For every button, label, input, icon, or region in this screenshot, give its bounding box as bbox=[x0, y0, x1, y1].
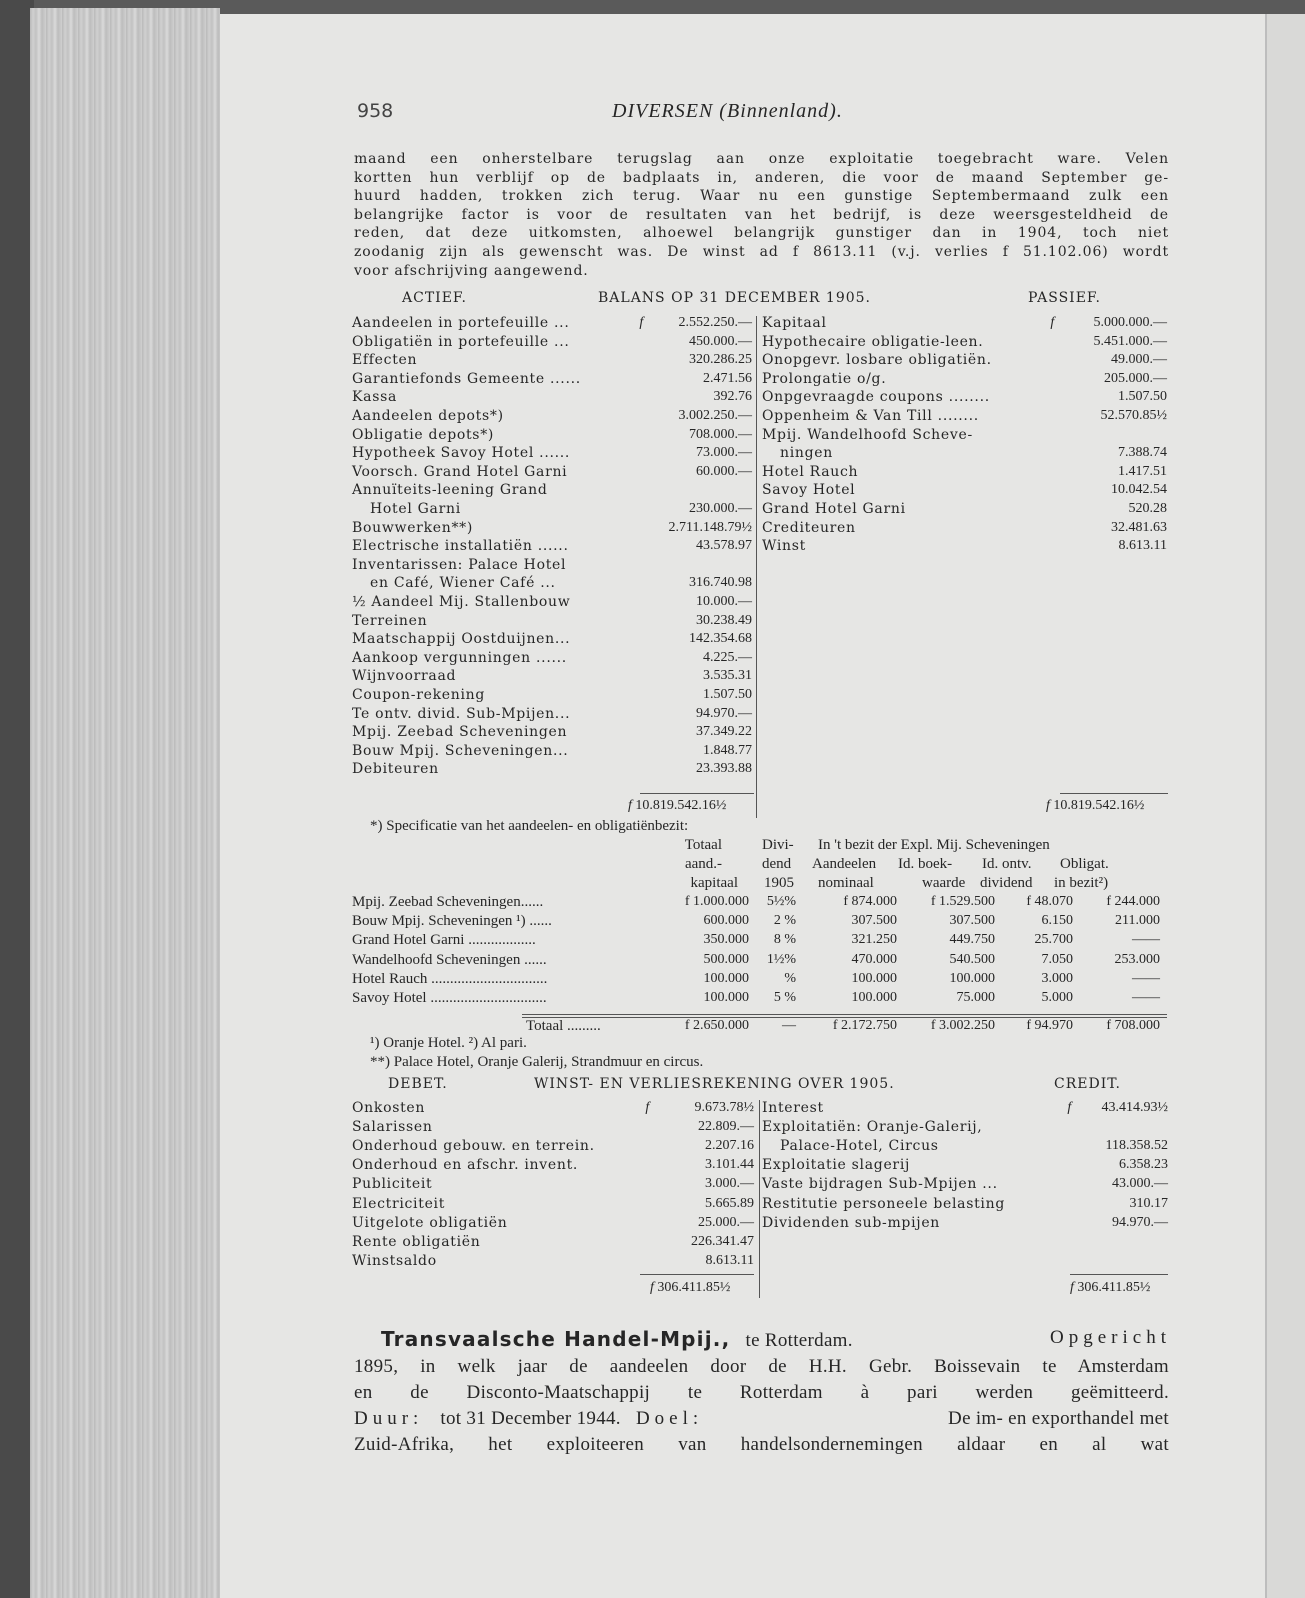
ledger-label: Wijnvoorraad bbox=[352, 668, 457, 685]
ledger-value: 2.471.56 bbox=[703, 370, 752, 386]
ledger-row bbox=[352, 1252, 754, 1270]
ledger-row bbox=[352, 333, 752, 351]
spec-header-text: Id. ontv. bbox=[982, 856, 1032, 872]
ledger-label: Hotel Garni bbox=[370, 501, 461, 517]
next-entry-line-2: 1895, in welk jaar de aandeelen door de H.H. Gebr. Boissevain te Amsterdam bbox=[354, 1356, 1169, 1377]
total-rule-left bbox=[640, 793, 754, 794]
ledger-label: Palace-Hotel, Circus bbox=[780, 1138, 939, 1155]
ledger-label: Coupon-rekening bbox=[352, 687, 486, 703]
ledger-value: 10.042.54 bbox=[1111, 482, 1167, 498]
spec-cell-dividend: — bbox=[782, 1018, 796, 1033]
ledger-row bbox=[762, 1156, 1168, 1174]
ledger-label: Mpij. Zeebad Scheveningen bbox=[352, 724, 568, 741]
ledger-label: Exploitatiën: Oranje-Galerij, bbox=[762, 1119, 983, 1136]
ledger-row bbox=[352, 1195, 754, 1213]
balance-passief-header: PASSIEF. bbox=[1028, 290, 1101, 306]
ledger-row bbox=[762, 444, 1167, 462]
ledger-row bbox=[352, 407, 752, 425]
ledger-value: 43.578.97 bbox=[696, 538, 752, 554]
spec-header-text: Aandeelen bbox=[812, 856, 877, 872]
ledger-label: Hypotheek Savoy Hotel ...... bbox=[352, 445, 571, 462]
spec-cell-ontv: 25.700 bbox=[1034, 932, 1073, 948]
ledger-label: Publiciteit bbox=[352, 1176, 433, 1193]
spec-company-name: Mpij. Zeebad Scheveningen...... bbox=[352, 894, 544, 910]
ledger-label: Onderhoud en afschr. invent. bbox=[352, 1157, 579, 1174]
ledger-value: 43.000.— bbox=[1112, 1176, 1168, 1192]
spec-cell-nominaal: 470.000 bbox=[851, 951, 897, 967]
ledger-label: Aankoop vergunningen ...... bbox=[352, 649, 567, 666]
spec-cell-nominaal: 307.500 bbox=[851, 913, 897, 929]
ledger-row bbox=[352, 1175, 754, 1193]
ledger-row bbox=[352, 1214, 754, 1232]
spec-header-text: Divi- bbox=[762, 837, 794, 853]
ledger-row bbox=[352, 705, 752, 723]
ledger-row bbox=[352, 1099, 754, 1117]
text-line: belangrijke factor is voor de resultaten van het bedrijf, is deze weersgesteldheid de bbox=[354, 206, 1169, 223]
ledger-value: 73.000.— bbox=[696, 445, 752, 461]
ledger-label: Savoy Hotel bbox=[762, 482, 856, 499]
ledger-value: 450.000.— bbox=[689, 333, 752, 349]
ledger-value: 230.000.— bbox=[689, 501, 752, 516]
ledger-row bbox=[352, 314, 752, 332]
ledger-label: Obligatie depots*) bbox=[352, 426, 495, 443]
ledger-label: Exploitatie slagerij bbox=[762, 1157, 911, 1174]
ledger-label: Rente obligatiën bbox=[352, 1233, 481, 1250]
spec-cell-boekwaarde: 540.500 bbox=[949, 951, 995, 967]
ledger-label: en Café, Wiener Café ... bbox=[370, 575, 556, 592]
text-line: voor afschrijving aangewend. bbox=[354, 262, 589, 279]
pl-debet-header: DEBET. bbox=[388, 1076, 448, 1092]
ledger-label: Hotel Rauch bbox=[762, 463, 859, 480]
ledger-value: 3.535.31 bbox=[703, 668, 752, 684]
ledger-row bbox=[352, 742, 752, 760]
ledger-value: 25.000.— bbox=[698, 1214, 754, 1230]
spec-company-name: Grand Hotel Garni .................. bbox=[352, 932, 536, 949]
ledger-label: Debiteuren bbox=[352, 761, 439, 778]
running-head: DIVERSEN (Binnenland). bbox=[612, 100, 843, 122]
ledger-row bbox=[762, 1195, 1168, 1213]
ledger-label: Winst bbox=[762, 538, 806, 555]
spec-cell-ontv: f 48.070 bbox=[1026, 894, 1073, 909]
text-line: huurd hadden, trokken zich terug. Waar nu een gunstige Septembermaand zulk een bbox=[354, 188, 1169, 205]
ledger-label: Bouw Mpij. Scheveningen... bbox=[352, 742, 569, 759]
ledger-value: 32.481.63 bbox=[1111, 519, 1167, 535]
spec-cell-obligat: f 708.000 bbox=[1106, 1018, 1160, 1033]
pl-credit-header: CREDIT. bbox=[1054, 1076, 1121, 1092]
ledger-label: Electrische installatiën ...... bbox=[352, 538, 569, 555]
spec-cell-obligat: f 244.000 bbox=[1106, 894, 1160, 909]
spec-cell-obligat: —— bbox=[1132, 932, 1160, 948]
spec-company-name: Wandelhoofd Scheveningen ...... bbox=[352, 951, 547, 968]
ledger-row bbox=[352, 1137, 754, 1155]
ledger-row bbox=[762, 1137, 1168, 1155]
ledger-row bbox=[352, 388, 752, 406]
spec-cell-kapitaal: 600.000 bbox=[703, 913, 749, 929]
ledger-label: Crediteuren bbox=[762, 519, 856, 536]
company-name: Transvaalsche Handel-Mpij., bbox=[381, 1327, 731, 1351]
ledger-label: Maatschappij Oostduijnen... bbox=[352, 631, 571, 648]
specification-title: *) Specificatie van het aandeelen- en obligatiënbezit: bbox=[370, 818, 689, 834]
ledger-row bbox=[352, 723, 752, 741]
ledger-label: Te ontv. divid. Sub-Mpijen... bbox=[352, 705, 571, 722]
spec-cell-dividend: 5 % bbox=[773, 990, 796, 1005]
spec-cell-dividend: 1½% bbox=[766, 951, 796, 967]
spec-group-header: In 't bezit der Expl. Mij. Scheveningen bbox=[818, 837, 1050, 853]
spec-cell-obligat: —— bbox=[1132, 990, 1160, 1005]
ledger-row bbox=[762, 463, 1167, 481]
ledger-value: 520.28 bbox=[1128, 501, 1167, 516]
spec-cell-kapitaal: f 2.650.000 bbox=[684, 1018, 749, 1033]
page-stack-edge bbox=[30, 8, 220, 1598]
ledger-row bbox=[352, 556, 752, 574]
spec-header-text: Id. boek- bbox=[898, 856, 953, 872]
ledger-value: 9.673.78½ bbox=[694, 1100, 754, 1115]
total-rule-right bbox=[1060, 793, 1168, 794]
ledger-label: Onderhoud gebouw. en terrein. bbox=[352, 1138, 595, 1155]
ledger-value: 37.349.22 bbox=[696, 724, 752, 740]
spec-cell-boekwaarde: 307.500 bbox=[949, 913, 995, 929]
spec-cell-boekwaarde: f 3.002.250 bbox=[930, 1018, 995, 1033]
ledger-label: Onopgevr. losbare obligatiën. bbox=[762, 352, 992, 369]
ledger-value: 8.613.11 bbox=[705, 1252, 754, 1268]
ledger-value: 3.101.44 bbox=[705, 1157, 754, 1173]
ledger-value: 43.414.93½ bbox=[1101, 1100, 1168, 1115]
ledger-row bbox=[762, 481, 1167, 499]
spec-cell-boekwaarde: 100.000 bbox=[949, 970, 995, 986]
ledger-value: 60.000.— bbox=[696, 463, 752, 479]
ledger-row bbox=[762, 1214, 1168, 1232]
florin-sign: f bbox=[1067, 1100, 1072, 1115]
ledger-row bbox=[352, 686, 752, 704]
balance-total-right: f 10.819.542.16½ bbox=[1046, 798, 1145, 813]
ledger-row bbox=[352, 519, 752, 537]
ledger-label: Effecten bbox=[352, 352, 418, 369]
spec-header-text: kapitaal bbox=[690, 875, 738, 891]
ledger-value: 22.809.— bbox=[698, 1119, 754, 1135]
spec-cell-boekwaarde: 75.000 bbox=[956, 990, 995, 1005]
spec-company-name: Bouw Mpij. Scheveningen ¹) ...... bbox=[352, 913, 552, 930]
pl-total-rule-left bbox=[640, 1274, 754, 1275]
ledger-label: Aandeelen in portefeuille ... bbox=[352, 315, 570, 331]
spec-header-text: aand.- bbox=[684, 856, 722, 872]
ledger-row bbox=[762, 1118, 1168, 1136]
ledger-label: Onkosten bbox=[352, 1100, 426, 1116]
ledger-value: 316.740.98 bbox=[689, 575, 752, 591]
spec-cell-nominaal: 100.000 bbox=[851, 970, 897, 986]
spec-header-text: in bezit²) bbox=[1054, 875, 1109, 891]
ledger-value: 205.000.— bbox=[1104, 370, 1167, 386]
spec-total-rule bbox=[522, 1014, 1167, 1015]
ledger-label: Grand Hotel Garni bbox=[762, 501, 906, 517]
ledger-row bbox=[352, 1118, 754, 1136]
intro-paragraph bbox=[354, 150, 1169, 280]
ledger-value: 226.341.47 bbox=[691, 1233, 754, 1249]
ledger-label: Garantiefonds Gemeente ...... bbox=[352, 370, 581, 387]
ledger-value: 5.000.000.— bbox=[1093, 315, 1167, 330]
spec-header-text: Totaal bbox=[684, 837, 722, 853]
ledger-row bbox=[352, 426, 752, 444]
spec-cell-dividend: % bbox=[784, 970, 796, 986]
ledger-row bbox=[352, 500, 752, 518]
next-entry-line-1: Transvaalsche Handel-Mpij., te Rotterdam. Opgericht bbox=[381, 1327, 1171, 1351]
ledger-value: 2.711.148.79½ bbox=[668, 519, 752, 535]
ledger-label: Obligatiën in portefeuille ... bbox=[352, 333, 570, 350]
ledger-value: 1.848.77 bbox=[703, 742, 752, 758]
page-gutter-right bbox=[1265, 14, 1305, 1598]
ledger-value: 2.552.250.— bbox=[678, 315, 752, 330]
ledger-row bbox=[762, 388, 1167, 406]
ledger-label: Terreinen bbox=[352, 612, 428, 629]
ledger-label: Mpij. Wandelhoofd Scheve- bbox=[762, 426, 973, 443]
spec-company-name: Savoy Hotel ............................... bbox=[352, 990, 547, 1006]
spec-cell-kapitaal: 100.000 bbox=[703, 970, 749, 986]
ledger-value: 5.451.000.— bbox=[1093, 333, 1167, 349]
ledger-row bbox=[352, 574, 752, 592]
spec-footnote-1: ¹) Oranje Hotel. ²) Al pari. bbox=[370, 1035, 527, 1051]
ledger-value: 3.000.— bbox=[705, 1176, 754, 1192]
ledger-value: 310.17 bbox=[1129, 1195, 1168, 1211]
spec-cell-obligat: —— bbox=[1132, 970, 1160, 986]
florin-sign: f bbox=[639, 315, 644, 330]
ledger-value: 23.393.88 bbox=[696, 761, 752, 777]
ledger-row bbox=[762, 537, 1167, 555]
pl-title: WINST- EN VERLIESREKENING OVER 1905. bbox=[534, 1076, 895, 1092]
ledger-label: Prolongatie o/g. bbox=[762, 370, 887, 387]
ledger-label: Oppenheim & Van Till ........ bbox=[762, 408, 979, 424]
balance-total-left: f 10.819.542.16½ bbox=[628, 798, 727, 813]
ledger-row bbox=[762, 370, 1167, 388]
text-line: zoodanig zijn als gewenscht was. De winst ad f 8613.11 (v.j. verlies f 51.102.06) wordt bbox=[354, 243, 1169, 260]
spec-cell-nominaal: 321.250 bbox=[851, 932, 897, 948]
ledger-row bbox=[352, 537, 752, 555]
ledger-value: 142.354.68 bbox=[689, 631, 752, 647]
florin-sign: f bbox=[1050, 315, 1055, 330]
ledger-label: ½ Aandeel Mij. Stallenbouw bbox=[352, 594, 571, 610]
ledger-row bbox=[352, 1156, 754, 1174]
ledger-value: 10.000.— bbox=[696, 594, 752, 609]
page-number: 958 bbox=[357, 100, 394, 122]
ledger-label: Annuïteits-leening Grand bbox=[352, 482, 548, 499]
spec-cell-kapitaal: f 1.000.000 bbox=[684, 894, 749, 909]
ledger-label: Kapitaal bbox=[762, 315, 827, 331]
florin-sign: f bbox=[628, 798, 632, 813]
ledger-row bbox=[352, 593, 752, 611]
ledger-value: 1.507.50 bbox=[1118, 389, 1167, 405]
spec-cell-ontv: 3.000 bbox=[1041, 970, 1073, 986]
ledger-label: Aandeelen depots*) bbox=[352, 408, 504, 424]
next-entry-line-4: Duur: tot 31 December 1944. Doel: De im- en exporthandel met bbox=[354, 1408, 1169, 1429]
spec-cell-obligat: 211.000 bbox=[1115, 913, 1160, 929]
ledger-label: Onpgevraagde coupons ........ bbox=[762, 389, 990, 406]
spec-cell-kapitaal: 500.000 bbox=[703, 951, 749, 967]
spec-cell-nominaal: f 874.000 bbox=[843, 894, 897, 909]
ledger-value: 7.388.74 bbox=[1118, 445, 1167, 461]
ledger-row bbox=[762, 407, 1167, 425]
spec-header-text: Obligat. bbox=[1060, 856, 1109, 872]
ledger-value: 320.286.25 bbox=[689, 352, 752, 368]
ledger-row bbox=[352, 649, 752, 667]
spec-cell-dividend: 8 % bbox=[773, 932, 796, 948]
spec-cell-nominaal: f 2.172.750 bbox=[832, 1018, 897, 1033]
ledger-row bbox=[762, 519, 1167, 537]
text-line: maand een onherstelbare terugslag aan onze exploitatie toegebracht ware. Velen bbox=[354, 151, 1169, 167]
ledger-value: 1.507.50 bbox=[703, 687, 752, 702]
ledger-value: 6.358.23 bbox=[1119, 1157, 1168, 1173]
spec-header-text: waarde bbox=[922, 875, 966, 891]
pl-total-right: f 306.411.85½ bbox=[1070, 1280, 1151, 1295]
ledger-row bbox=[352, 481, 752, 499]
pl-total-rule-right bbox=[1070, 1274, 1168, 1275]
ledger-label: Winstsaldo bbox=[352, 1252, 437, 1269]
balance-divider bbox=[756, 316, 757, 818]
ledger-label: Electriciteit bbox=[352, 1195, 446, 1212]
ledger-value: 4.225.— bbox=[703, 649, 752, 665]
ledger-row bbox=[762, 1175, 1168, 1193]
ledger-label: Uitgelote obligatiën bbox=[352, 1214, 508, 1231]
text-line: kortten hun verblijf op de badplaats in, anderen, die voor de maand September ge- bbox=[354, 169, 1169, 186]
ledger-label: Voorsch. Grand Hotel Garni bbox=[352, 463, 568, 480]
ledger-row bbox=[762, 1099, 1168, 1117]
spec-cell-ontv: 7.050 bbox=[1041, 951, 1073, 967]
ledger-label: Restitutie personeele belasting bbox=[762, 1195, 1005, 1212]
ledger-label: Vaste bijdragen Sub-Mpijen ... bbox=[762, 1176, 998, 1193]
next-entry-line-3: en de Disconto-Maatschappij te Rotterdam à pari werden geëmitteerd. bbox=[354, 1382, 1169, 1403]
spec-cell-nominaal: 100.000 bbox=[851, 990, 897, 1005]
spec-header-text: 1905 bbox=[764, 875, 794, 891]
ledger-row bbox=[352, 463, 752, 481]
ledger-label: Inventarissen: Palace Hotel bbox=[352, 556, 567, 573]
ledger-label: Dividenden sub-mpijen bbox=[762, 1214, 941, 1231]
ledger-value: 2.207.16 bbox=[705, 1138, 754, 1154]
ledger-value: 392.76 bbox=[713, 389, 752, 405]
ledger-label: Bouwwerken**) bbox=[352, 519, 474, 536]
florin-sign: f bbox=[1046, 798, 1050, 813]
ledger-value: 8.613.11 bbox=[1118, 538, 1167, 554]
spec-cell-boekwaarde: 449.750 bbox=[949, 932, 995, 948]
balance-actief-header: ACTIEF. bbox=[402, 290, 467, 306]
ledger-row bbox=[352, 760, 752, 778]
spec-cell-ontv: 6.150 bbox=[1041, 913, 1073, 929]
book-cover-edge bbox=[0, 0, 34, 1598]
spec-total-label: Totaal ......... bbox=[526, 1018, 601, 1034]
ledger-label: Kassa bbox=[352, 389, 398, 406]
spec-header-text: dend bbox=[762, 856, 792, 872]
spec-cell-boekwaarde: f 1.529.500 bbox=[930, 894, 995, 909]
ledger-row bbox=[762, 314, 1167, 332]
ledger-row bbox=[352, 444, 752, 462]
ledger-value: 5.665.89 bbox=[705, 1195, 754, 1211]
ledger-row bbox=[762, 351, 1167, 369]
spec-footnote-2: **) Palace Hotel, Oranje Galerij, Strandmuur en circus. bbox=[370, 1054, 704, 1070]
ledger-row bbox=[352, 1233, 754, 1251]
ledger-row bbox=[352, 351, 752, 369]
ledger-row bbox=[352, 630, 752, 648]
spec-header-text: dividend bbox=[980, 875, 1033, 891]
ledger-row bbox=[352, 612, 752, 630]
spec-cell-ontv: 5.000 bbox=[1041, 990, 1073, 1005]
ledger-label: Hypothecaire obligatie-leen. bbox=[762, 333, 984, 350]
next-entry-line-5: Zuid-Afrika, het exploiteeren van handelsondernemingen aldaar en al wat bbox=[354, 1434, 1169, 1455]
ledger-value: 52.570.85½ bbox=[1100, 408, 1167, 423]
ledger-value: 94.970.— bbox=[1112, 1214, 1168, 1230]
pl-total-left: f 306.411.85½ bbox=[650, 1280, 731, 1295]
ledger-value: 1.417.51 bbox=[1118, 463, 1167, 479]
ledger-row bbox=[352, 370, 752, 388]
ledger-label: ningen bbox=[780, 445, 833, 462]
spec-cell-dividend: 5½% bbox=[766, 894, 796, 909]
ledger-value: 94.970.— bbox=[696, 705, 752, 721]
spec-company-name: Hotel Rauch ............................... bbox=[352, 970, 548, 987]
text-line: reden, dat deze uitkomsten, alhoewel belangrijk gunstiger dan in 1904, toch niet bbox=[354, 225, 1169, 242]
ledger-value: 118.358.52 bbox=[1105, 1138, 1168, 1154]
ledger-row bbox=[762, 333, 1167, 351]
ledger-value: 30.238.49 bbox=[696, 612, 752, 628]
ledger-value: 708.000.— bbox=[689, 426, 752, 442]
pl-divider bbox=[759, 1100, 760, 1298]
spec-cell-ontv: f 94.970 bbox=[1026, 1018, 1073, 1033]
spec-cell-obligat: 253.000 bbox=[1114, 951, 1160, 967]
spec-cell-kapitaal: 350.000 bbox=[703, 932, 749, 948]
florin-sign: f bbox=[645, 1100, 650, 1115]
ledger-row bbox=[762, 500, 1167, 518]
spec-header-text: nominaal bbox=[818, 875, 874, 891]
ledger-row bbox=[762, 426, 1167, 444]
ledger-value: 3.002.250.— bbox=[678, 408, 752, 423]
ledger-label: Interest bbox=[762, 1100, 824, 1116]
ledger-label: Salarissen bbox=[352, 1119, 433, 1136]
balance-title: BALANS OP 31 DECEMBER 1905. bbox=[598, 290, 871, 306]
ledger-value: 49.000.— bbox=[1111, 352, 1167, 368]
ledger-row bbox=[352, 667, 752, 685]
spec-cell-kapitaal: 100.000 bbox=[703, 990, 749, 1005]
spec-cell-dividend: 2 % bbox=[773, 913, 796, 929]
